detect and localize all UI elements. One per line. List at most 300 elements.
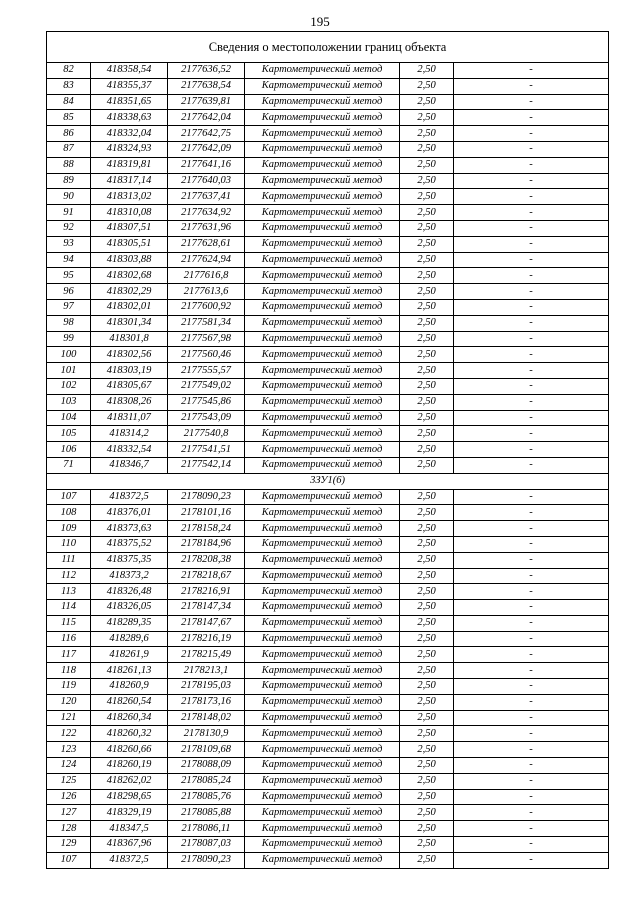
y-coordinate-cell: 2177616,8 bbox=[168, 268, 245, 284]
point-number-cell: 110 bbox=[47, 536, 91, 552]
y-coordinate-cell: 2177636,52 bbox=[168, 63, 245, 79]
y-coordinate-cell: 2178173,16 bbox=[168, 694, 245, 710]
y-coordinate-cell: 2177642,75 bbox=[168, 126, 245, 142]
x-coordinate-cell: 418303,19 bbox=[91, 363, 168, 379]
method-cell: Картометрический метод bbox=[245, 126, 400, 142]
description-cell: - bbox=[454, 110, 609, 126]
point-number-cell: 120 bbox=[47, 694, 91, 710]
point-number-cell: 99 bbox=[47, 331, 91, 347]
point-number-cell: 129 bbox=[47, 837, 91, 853]
x-coordinate-cell: 418289,35 bbox=[91, 615, 168, 631]
accuracy-cell: 2,50 bbox=[400, 726, 454, 742]
method-cell: Картометрический метод bbox=[245, 536, 400, 552]
point-number-cell: 96 bbox=[47, 284, 91, 300]
point-number-cell: 124 bbox=[47, 758, 91, 774]
x-coordinate-cell: 418372,5 bbox=[91, 852, 168, 868]
y-coordinate-cell: 2178184,96 bbox=[168, 536, 245, 552]
method-cell: Картометрический метод bbox=[245, 410, 400, 426]
point-number-cell: 117 bbox=[47, 647, 91, 663]
point-number-cell: 105 bbox=[47, 426, 91, 442]
page-number: 195 bbox=[310, 14, 330, 29]
y-coordinate-cell: 2178086,11 bbox=[168, 821, 245, 837]
point-number-cell: 98 bbox=[47, 315, 91, 331]
table-row bbox=[47, 805, 609, 821]
accuracy-cell: 2,50 bbox=[400, 110, 454, 126]
x-coordinate-cell: 418308,26 bbox=[91, 394, 168, 410]
method-cell: Картометрический метод bbox=[245, 584, 400, 600]
table-row bbox=[47, 536, 609, 552]
method-cell: Картометрический метод bbox=[245, 220, 400, 236]
table-row bbox=[47, 600, 609, 616]
table-row bbox=[47, 394, 609, 410]
description-cell: - bbox=[454, 773, 609, 789]
point-number-cell: 128 bbox=[47, 821, 91, 837]
table-row bbox=[47, 363, 609, 379]
point-number-cell: 87 bbox=[47, 141, 91, 157]
x-coordinate-cell: 418358,54 bbox=[91, 63, 168, 79]
point-number-cell: 115 bbox=[47, 615, 91, 631]
y-coordinate-cell: 2178218,67 bbox=[168, 568, 245, 584]
accuracy-cell: 2,50 bbox=[400, 126, 454, 142]
point-number-cell: 93 bbox=[47, 236, 91, 252]
description-cell: - bbox=[454, 315, 609, 331]
description-cell: - bbox=[454, 679, 609, 695]
point-number-cell: 97 bbox=[47, 299, 91, 315]
table-row bbox=[47, 742, 609, 758]
accuracy-cell: 2,50 bbox=[400, 299, 454, 315]
method-cell: Картометрический метод bbox=[245, 758, 400, 774]
boundary-coordinates-table bbox=[46, 31, 609, 869]
description-cell: - bbox=[454, 78, 609, 94]
x-coordinate-cell: 418326,48 bbox=[91, 584, 168, 600]
y-coordinate-cell: 2177545,86 bbox=[168, 394, 245, 410]
y-coordinate-cell: 2177642,09 bbox=[168, 141, 245, 157]
accuracy-cell: 2,50 bbox=[400, 742, 454, 758]
table-row bbox=[47, 315, 609, 331]
y-coordinate-cell: 2177640,03 bbox=[168, 173, 245, 189]
accuracy-cell: 2,50 bbox=[400, 505, 454, 521]
description-cell: - bbox=[454, 363, 609, 379]
description-cell: - bbox=[454, 710, 609, 726]
x-coordinate-cell: 418260,34 bbox=[91, 710, 168, 726]
description-cell: - bbox=[454, 394, 609, 410]
accuracy-cell: 2,50 bbox=[400, 568, 454, 584]
table-row bbox=[47, 252, 609, 268]
point-number-cell: 106 bbox=[47, 442, 91, 458]
x-coordinate-cell: 418376,01 bbox=[91, 505, 168, 521]
table-row bbox=[47, 568, 609, 584]
x-coordinate-cell: 418326,05 bbox=[91, 600, 168, 616]
x-coordinate-cell: 418305,67 bbox=[91, 378, 168, 394]
table-title: Сведения о местоположении границ объекта bbox=[47, 32, 609, 63]
description-cell: - bbox=[454, 789, 609, 805]
method-cell: Картометрический метод bbox=[245, 78, 400, 94]
table-row bbox=[47, 789, 609, 805]
method-cell: Картометрический метод bbox=[245, 363, 400, 379]
y-coordinate-cell: 2177540,8 bbox=[168, 426, 245, 442]
y-coordinate-cell: 2178101,16 bbox=[168, 505, 245, 521]
x-coordinate-cell: 418373,63 bbox=[91, 521, 168, 537]
table-row bbox=[47, 694, 609, 710]
table-row bbox=[47, 331, 609, 347]
method-cell: Картометрический метод bbox=[245, 710, 400, 726]
point-number-cell: 101 bbox=[47, 363, 91, 379]
description-cell: - bbox=[454, 236, 609, 252]
y-coordinate-cell: 2177567,98 bbox=[168, 331, 245, 347]
method-cell: Картометрический метод bbox=[245, 110, 400, 126]
table-row bbox=[47, 347, 609, 363]
y-coordinate-cell: 2178088,09 bbox=[168, 758, 245, 774]
accuracy-cell: 2,50 bbox=[400, 378, 454, 394]
table-row bbox=[47, 758, 609, 774]
table-row bbox=[47, 426, 609, 442]
point-number-cell: 121 bbox=[47, 710, 91, 726]
method-cell: Картометрический метод bbox=[245, 157, 400, 173]
description-cell: - bbox=[454, 347, 609, 363]
x-coordinate-cell: 418375,35 bbox=[91, 552, 168, 568]
y-coordinate-cell: 2178216,91 bbox=[168, 584, 245, 600]
point-number-cell: 118 bbox=[47, 663, 91, 679]
y-coordinate-cell: 2178090,23 bbox=[168, 852, 245, 868]
accuracy-cell: 2,50 bbox=[400, 536, 454, 552]
accuracy-cell: 2,50 bbox=[400, 189, 454, 205]
table-row bbox=[47, 299, 609, 315]
accuracy-cell: 2,50 bbox=[400, 394, 454, 410]
y-coordinate-cell: 2178087,03 bbox=[168, 837, 245, 853]
y-coordinate-cell: 2178158,24 bbox=[168, 521, 245, 537]
x-coordinate-cell: 418329,19 bbox=[91, 805, 168, 821]
accuracy-cell: 2,50 bbox=[400, 647, 454, 663]
accuracy-cell: 2,50 bbox=[400, 631, 454, 647]
method-cell: Картометрический метод bbox=[245, 173, 400, 189]
table-row bbox=[47, 189, 609, 205]
method-cell: Картометрический метод bbox=[245, 442, 400, 458]
x-coordinate-cell: 418260,66 bbox=[91, 742, 168, 758]
method-cell: Картометрический метод bbox=[245, 236, 400, 252]
x-coordinate-cell: 418311,07 bbox=[91, 410, 168, 426]
accuracy-cell: 2,50 bbox=[400, 268, 454, 284]
x-coordinate-cell: 418375,52 bbox=[91, 536, 168, 552]
x-coordinate-cell: 418305,51 bbox=[91, 236, 168, 252]
method-cell: Картометрический метод bbox=[245, 789, 400, 805]
y-coordinate-cell: 2177639,81 bbox=[168, 94, 245, 110]
x-coordinate-cell: 418303,88 bbox=[91, 252, 168, 268]
point-number-cell: 125 bbox=[47, 773, 91, 789]
x-coordinate-cell: 418313,02 bbox=[91, 189, 168, 205]
method-cell: Картометрический метод bbox=[245, 284, 400, 300]
table-row bbox=[47, 647, 609, 663]
table-row bbox=[47, 173, 609, 189]
y-coordinate-cell: 2177541,51 bbox=[168, 442, 245, 458]
description-cell: - bbox=[454, 189, 609, 205]
table-row bbox=[47, 94, 609, 110]
table-row bbox=[47, 726, 609, 742]
y-coordinate-cell: 2178208,38 bbox=[168, 552, 245, 568]
description-cell: - bbox=[454, 568, 609, 584]
point-number-cell: 85 bbox=[47, 110, 91, 126]
point-number-cell: 91 bbox=[47, 205, 91, 221]
description-cell: - bbox=[454, 536, 609, 552]
method-cell: Картометрический метод bbox=[245, 805, 400, 821]
table-row bbox=[47, 220, 609, 236]
y-coordinate-cell: 2178090,23 bbox=[168, 489, 245, 505]
method-cell: Картометрический метод bbox=[245, 552, 400, 568]
point-number-cell: 123 bbox=[47, 742, 91, 758]
table-row bbox=[47, 631, 609, 647]
y-coordinate-cell: 2177600,92 bbox=[168, 299, 245, 315]
description-cell: - bbox=[454, 647, 609, 663]
point-number-cell: 103 bbox=[47, 394, 91, 410]
method-cell: Картометрический метод bbox=[245, 141, 400, 157]
x-coordinate-cell: 418324,93 bbox=[91, 141, 168, 157]
method-cell: Картометрический метод bbox=[245, 331, 400, 347]
accuracy-cell: 2,50 bbox=[400, 615, 454, 631]
section-header-row bbox=[47, 473, 609, 489]
accuracy-cell: 2,50 bbox=[400, 220, 454, 236]
method-cell: Картометрический метод bbox=[245, 315, 400, 331]
table-row bbox=[47, 615, 609, 631]
y-coordinate-cell: 2177628,61 bbox=[168, 236, 245, 252]
method-cell: Картометрический метод bbox=[245, 600, 400, 616]
accuracy-cell: 2,50 bbox=[400, 315, 454, 331]
description-cell: - bbox=[454, 489, 609, 505]
accuracy-cell: 2,50 bbox=[400, 442, 454, 458]
accuracy-cell: 2,50 bbox=[400, 758, 454, 774]
y-coordinate-cell: 2177631,96 bbox=[168, 220, 245, 236]
description-cell: - bbox=[454, 758, 609, 774]
point-number-cell: 88 bbox=[47, 157, 91, 173]
point-number-cell: 86 bbox=[47, 126, 91, 142]
y-coordinate-cell: 2178147,67 bbox=[168, 615, 245, 631]
description-cell: - bbox=[454, 126, 609, 142]
x-coordinate-cell: 418307,51 bbox=[91, 220, 168, 236]
description-cell: - bbox=[454, 600, 609, 616]
method-cell: Картометрический метод bbox=[245, 568, 400, 584]
table-row bbox=[47, 584, 609, 600]
method-cell: Картометрический метод bbox=[245, 663, 400, 679]
description-cell: - bbox=[454, 157, 609, 173]
accuracy-cell: 2,50 bbox=[400, 710, 454, 726]
point-number-cell: 94 bbox=[47, 252, 91, 268]
description-cell: - bbox=[454, 631, 609, 647]
method-cell: Картометрический метод bbox=[245, 742, 400, 758]
description-cell: - bbox=[454, 663, 609, 679]
accuracy-cell: 2,50 bbox=[400, 584, 454, 600]
point-number-cell: 116 bbox=[47, 631, 91, 647]
y-coordinate-cell: 2178148,02 bbox=[168, 710, 245, 726]
x-coordinate-cell: 418298,65 bbox=[91, 789, 168, 805]
method-cell: Картометрический метод bbox=[245, 299, 400, 315]
y-coordinate-cell: 2177549,02 bbox=[168, 378, 245, 394]
point-number-cell: 100 bbox=[47, 347, 91, 363]
y-coordinate-cell: 2177642,04 bbox=[168, 110, 245, 126]
accuracy-cell: 2,50 bbox=[400, 457, 454, 473]
y-coordinate-cell: 2177641,16 bbox=[168, 157, 245, 173]
point-number-cell: 89 bbox=[47, 173, 91, 189]
y-coordinate-cell: 2178195,03 bbox=[168, 679, 245, 695]
method-cell: Картометрический метод bbox=[245, 837, 400, 853]
accuracy-cell: 2,50 bbox=[400, 600, 454, 616]
method-cell: Картометрический метод bbox=[245, 189, 400, 205]
description-cell: - bbox=[454, 63, 609, 79]
accuracy-cell: 2,50 bbox=[400, 552, 454, 568]
point-number-cell: 104 bbox=[47, 410, 91, 426]
table-row bbox=[47, 63, 609, 79]
method-cell: Картометрический метод bbox=[245, 394, 400, 410]
x-coordinate-cell: 418372,5 bbox=[91, 489, 168, 505]
point-number-cell: 107 bbox=[47, 852, 91, 868]
y-coordinate-cell: 2177624,94 bbox=[168, 252, 245, 268]
x-coordinate-cell: 418347,5 bbox=[91, 821, 168, 837]
method-cell: Картометрический метод bbox=[245, 268, 400, 284]
accuracy-cell: 2,50 bbox=[400, 821, 454, 837]
y-coordinate-cell: 2177634,92 bbox=[168, 205, 245, 221]
accuracy-cell: 2,50 bbox=[400, 663, 454, 679]
accuracy-cell: 2,50 bbox=[400, 521, 454, 537]
method-cell: Картометрический метод bbox=[245, 63, 400, 79]
point-number-cell: 126 bbox=[47, 789, 91, 805]
accuracy-cell: 2,50 bbox=[400, 157, 454, 173]
x-coordinate-cell: 418302,56 bbox=[91, 347, 168, 363]
y-coordinate-cell: 2177581,34 bbox=[168, 315, 245, 331]
table-row bbox=[47, 410, 609, 426]
x-coordinate-cell: 418317,14 bbox=[91, 173, 168, 189]
description-cell: - bbox=[454, 284, 609, 300]
table-row bbox=[47, 442, 609, 458]
point-number-cell: 83 bbox=[47, 78, 91, 94]
point-number-cell: 112 bbox=[47, 568, 91, 584]
description-cell: - bbox=[454, 442, 609, 458]
point-number-cell: 107 bbox=[47, 489, 91, 505]
table-row bbox=[47, 821, 609, 837]
description-cell: - bbox=[454, 299, 609, 315]
table-row bbox=[47, 378, 609, 394]
description-cell: - bbox=[454, 94, 609, 110]
accuracy-cell: 2,50 bbox=[400, 347, 454, 363]
y-coordinate-cell: 2177638,54 bbox=[168, 78, 245, 94]
description-cell: - bbox=[454, 615, 609, 631]
y-coordinate-cell: 2178213,1 bbox=[168, 663, 245, 679]
table-row bbox=[47, 157, 609, 173]
table-row bbox=[47, 521, 609, 537]
point-number-cell: 92 bbox=[47, 220, 91, 236]
point-number-cell: 122 bbox=[47, 726, 91, 742]
accuracy-cell: 2,50 bbox=[400, 252, 454, 268]
method-cell: Картометрический метод bbox=[245, 615, 400, 631]
description-cell: - bbox=[454, 694, 609, 710]
point-number-cell: 109 bbox=[47, 521, 91, 537]
table-row bbox=[47, 78, 609, 94]
table-row bbox=[47, 284, 609, 300]
table-row bbox=[47, 110, 609, 126]
accuracy-cell: 2,50 bbox=[400, 205, 454, 221]
accuracy-cell: 2,50 bbox=[400, 141, 454, 157]
table-row bbox=[47, 126, 609, 142]
description-cell: - bbox=[454, 742, 609, 758]
accuracy-cell: 2,50 bbox=[400, 63, 454, 79]
x-coordinate-cell: 418302,29 bbox=[91, 284, 168, 300]
y-coordinate-cell: 2177613,6 bbox=[168, 284, 245, 300]
description-cell: - bbox=[454, 837, 609, 853]
method-cell: Картометрический метод bbox=[245, 694, 400, 710]
method-cell: Картометрический метод bbox=[245, 821, 400, 837]
point-number-cell: 114 bbox=[47, 600, 91, 616]
method-cell: Картометрический метод bbox=[245, 347, 400, 363]
method-cell: Картометрический метод bbox=[245, 773, 400, 789]
y-coordinate-cell: 2178085,88 bbox=[168, 805, 245, 821]
method-cell: Картометрический метод bbox=[245, 94, 400, 110]
description-cell: - bbox=[454, 220, 609, 236]
table-row bbox=[47, 710, 609, 726]
accuracy-cell: 2,50 bbox=[400, 789, 454, 805]
method-cell: Картометрический метод bbox=[245, 205, 400, 221]
description-cell: - bbox=[454, 457, 609, 473]
x-coordinate-cell: 418260,9 bbox=[91, 679, 168, 695]
table-row bbox=[47, 552, 609, 568]
y-coordinate-cell: 2178085,76 bbox=[168, 789, 245, 805]
method-cell: Картометрический метод bbox=[245, 647, 400, 663]
description-cell: - bbox=[454, 331, 609, 347]
point-number-cell: 84 bbox=[47, 94, 91, 110]
description-cell: - bbox=[454, 141, 609, 157]
description-cell: - bbox=[454, 268, 609, 284]
method-cell: Картометрический метод bbox=[245, 726, 400, 742]
accuracy-cell: 2,50 bbox=[400, 78, 454, 94]
method-cell: Картометрический метод bbox=[245, 505, 400, 521]
table-row bbox=[47, 852, 609, 868]
point-number-cell: 71 bbox=[47, 457, 91, 473]
description-cell: - bbox=[454, 505, 609, 521]
x-coordinate-cell: 418332,04 bbox=[91, 126, 168, 142]
y-coordinate-cell: 2178216,19 bbox=[168, 631, 245, 647]
table-row bbox=[47, 489, 609, 505]
description-cell: - bbox=[454, 552, 609, 568]
table-row bbox=[47, 141, 609, 157]
x-coordinate-cell: 418319,81 bbox=[91, 157, 168, 173]
x-coordinate-cell: 418373,2 bbox=[91, 568, 168, 584]
method-cell: Картометрический метод bbox=[245, 426, 400, 442]
y-coordinate-cell: 2177543,09 bbox=[168, 410, 245, 426]
x-coordinate-cell: 418355,37 bbox=[91, 78, 168, 94]
accuracy-cell: 2,50 bbox=[400, 284, 454, 300]
x-coordinate-cell: 418261,13 bbox=[91, 663, 168, 679]
point-number-cell: 119 bbox=[47, 679, 91, 695]
y-coordinate-cell: 2177560,46 bbox=[168, 347, 245, 363]
x-coordinate-cell: 418332,54 bbox=[91, 442, 168, 458]
point-number-cell: 95 bbox=[47, 268, 91, 284]
accuracy-cell: 2,50 bbox=[400, 679, 454, 695]
x-coordinate-cell: 418289,6 bbox=[91, 631, 168, 647]
point-number-cell: 127 bbox=[47, 805, 91, 821]
accuracy-cell: 2,50 bbox=[400, 773, 454, 789]
description-cell: - bbox=[454, 726, 609, 742]
x-coordinate-cell: 418314,2 bbox=[91, 426, 168, 442]
x-coordinate-cell: 418338,63 bbox=[91, 110, 168, 126]
method-cell: Картометрический метод bbox=[245, 489, 400, 505]
method-cell: Картометрический метод bbox=[245, 252, 400, 268]
section-label: 3ЗУ1(6) bbox=[47, 473, 609, 489]
table-title-row bbox=[47, 32, 609, 63]
accuracy-cell: 2,50 bbox=[400, 94, 454, 110]
x-coordinate-cell: 418301,8 bbox=[91, 331, 168, 347]
y-coordinate-cell: 2178085,24 bbox=[168, 773, 245, 789]
table-row bbox=[47, 457, 609, 473]
method-cell: Картометрический метод bbox=[245, 679, 400, 695]
method-cell: Картометрический метод bbox=[245, 457, 400, 473]
description-cell: - bbox=[454, 252, 609, 268]
point-number-cell: 102 bbox=[47, 378, 91, 394]
point-number-cell: 90 bbox=[47, 189, 91, 205]
